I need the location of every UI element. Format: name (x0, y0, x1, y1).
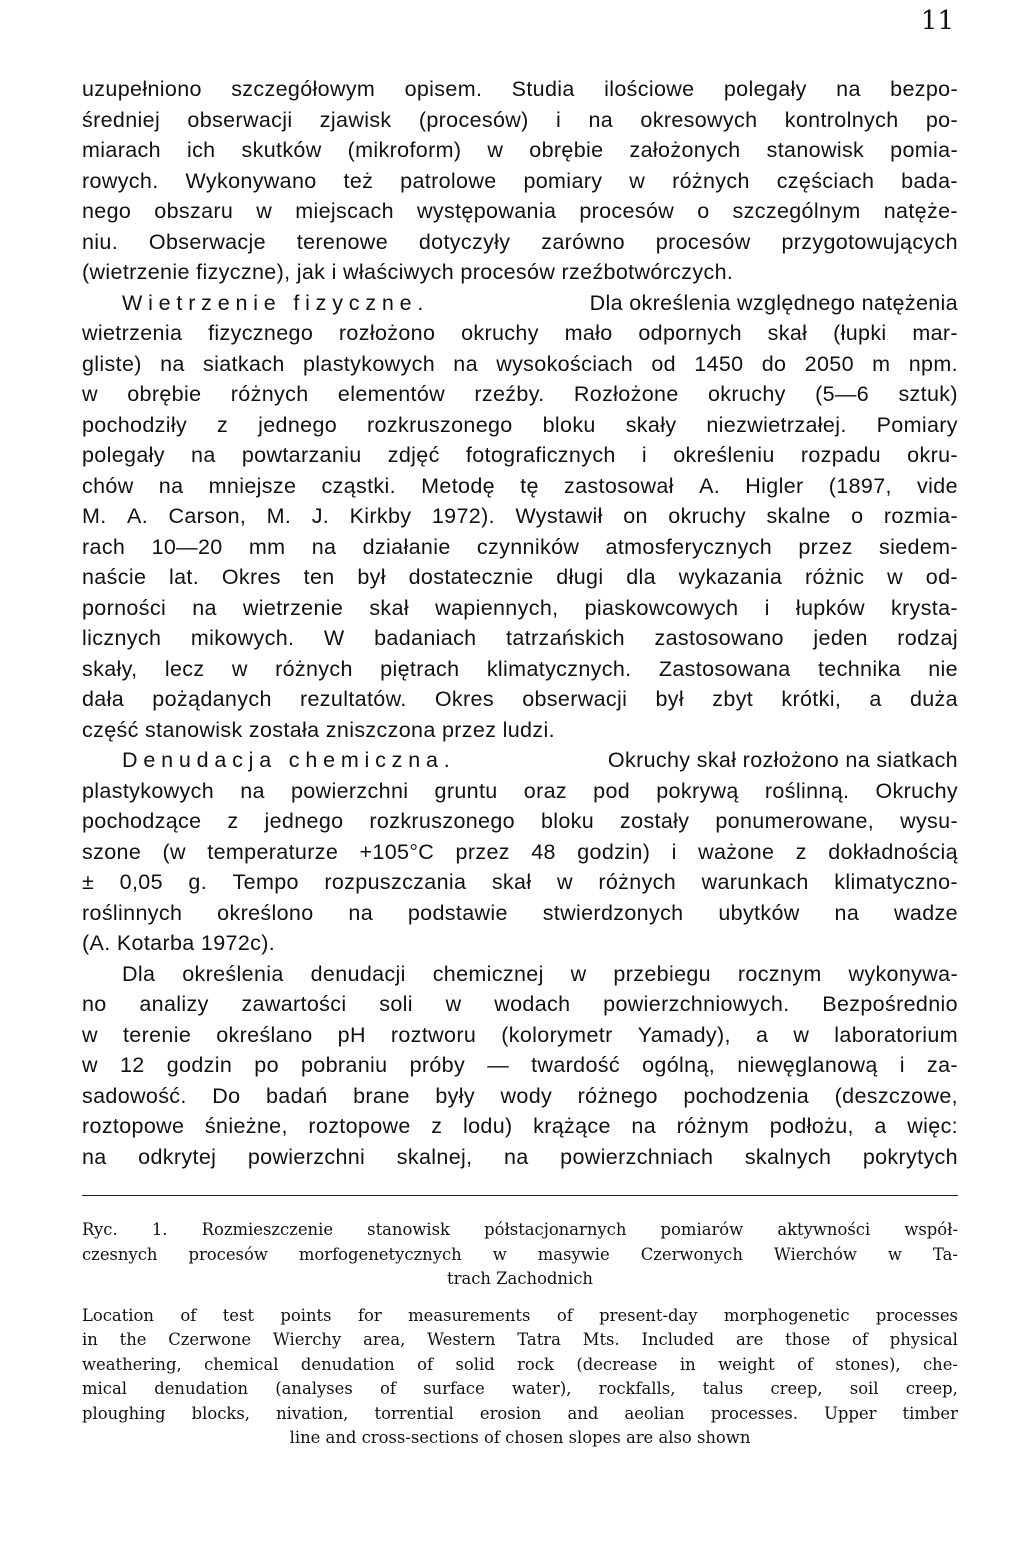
section-heading-rest: Okruchy skał rozłożono na siatkach (607, 748, 958, 772)
section-heading-chemical-denudation: Denudacja chemiczna. (122, 748, 456, 772)
body-line: rach 10—20 mm na działanie czynników atmosferycznych przez siedem- (82, 534, 958, 559)
body-line: roztopowe śnieżne, roztopowe z lodu) krążące na różnym podłożu, a więc: (82, 1114, 958, 1138)
body-line: polegały na powtarzaniu zdjęć fotograficznych i określeniu rozpadu okru- (82, 443, 958, 467)
body-line: uzupełniono szczegółowym opisem. Studia ilościowe polegały na bezpo- (82, 77, 958, 101)
body-line: sadowość. Do badań brane były wody różnego pochodzenia (deszczowe, (82, 1083, 958, 1108)
caption-english (82, 1304, 958, 1451)
body-line: Dla określenia denudacji chemicznej w przebiegu rocznym wykonywa- (122, 961, 958, 986)
body-line: rowych. Wykonywano też patrolowe pomiary w różnych częściach bada- (82, 168, 958, 193)
body-line: część stanowisk została zniszczona przez ludzi. (82, 717, 555, 742)
body-line: pochodziły z jednego rozkruszonego bloku skały niezwietrzałej. Pomiary (82, 412, 958, 437)
caption-divider (82, 1195, 958, 1196)
body-line: (wietrzenie fizyczne), jak i właściwych procesów rzeźbotwórczych. (82, 260, 734, 284)
section-heading-line (82, 288, 958, 319)
body-line: licznych mikowych. W badaniach tatrzańskich zastosowano jeden rodzaj (82, 626, 958, 650)
body-line: nego obszaru w miejscach występowania procesów o szczególnym natęże- (82, 199, 958, 223)
caption-polish (82, 1218, 958, 1292)
section-heading-line (82, 745, 958, 776)
body-line: niu. Obserwacje terenowe dotyczyły zarówno procesów przygotowujących (82, 229, 958, 254)
body-line: w obrębie różnych elementów rzeźby. Rozłożone okruchy (5—6 sztuk) (82, 382, 958, 406)
body-line: szone (w temperaturze +105°C przez 48 godzin) i ważone z dokładnością (82, 839, 958, 864)
caption-line: Ryc. 1. Rozmieszczenie stanowisk półstacjonarnych pomiarów aktywności współ- (82, 1220, 958, 1239)
body-line: no analizy zawartości soli w wodach powierzchniowych. Bezpośrednio (82, 992, 958, 1016)
caption-line: Location of test points for measurements of present-day morphogenetic processes (82, 1305, 958, 1325)
body-line: plastykowych na powierzchni gruntu oraz pod pokrywą roślinną. Okruchy (82, 778, 958, 803)
body-line: gliste) na siatkach plastykowych na wysokościach od 1450 do 2050 m npm. (82, 351, 958, 376)
section-heading-rest: Dla określenia względnego natężenia (589, 290, 958, 315)
body-line: naście lat. Okres ten był dostatecznie długi dla wykazania różnic w od- (82, 565, 958, 589)
caption-line: trach Zachodnich (447, 1269, 593, 1288)
page-number: 11 (920, 6, 954, 36)
body-line: wietrzenia fizycznego rozłożono okruchy mało odpornych skał (łupki mar- (82, 321, 958, 345)
caption-line: line and cross-sections of chosen slopes are also shown (289, 1428, 751, 1447)
body-line: średniej obserwacji zjawisk (procesów) i na okresowych kontrolnych po- (82, 107, 958, 132)
section-heading-physical-weathering: Wietrzenie fizyczne. (122, 290, 430, 315)
caption-line: ploughing blocks, nivation, torrential erosion and aeolian processes. Upper timber (82, 1403, 958, 1423)
body-line: na odkrytej powierzchni skalnej, na powierzchniach skalnych pokrytych (82, 1144, 958, 1169)
body-text (82, 74, 958, 1172)
body-line: pochodzące z jednego rozkruszonego bloku zostały ponumerowane, wysu- (82, 809, 958, 833)
body-line: porności na wietrzenie skał wapiennych, piaskowcowych i łupków krysta- (82, 595, 958, 620)
caption-line: mical denudation (analyses of surface water), rockfalls, talus creep, soil creep, (82, 1379, 958, 1398)
body-line: w terenie określano pH roztworu (kolorymetr Yamady), a w laboratorium (82, 1022, 958, 1047)
caption-line: weathering, chemical denudation of solid rock (decrease in weight of stones), che- (82, 1354, 958, 1374)
body-line: roślinnych określono na podstawie stwierdzonych ubytków na wadze (82, 900, 958, 925)
caption-line: czesnych procesów morfogenetycznych w masywie Czerwonych Wierchów w Ta- (82, 1244, 958, 1264)
figure-caption (82, 1218, 958, 1451)
body-line: M. A. Carson, M. J. Kirkby 1972). Wystawił on okruchy skalne o rozmia- (82, 504, 958, 528)
caption-line: in the Czerwone Wierchy area, Western Tatra Mts. Included are those of physical (82, 1330, 958, 1349)
body-line: dała pożądanych rezultatów. Okres obserwacji był zbyt krótki, a duża (82, 687, 958, 711)
body-line: chów na mniejsze cząstki. Metodę tę zastosował A. Higler (1897, vide (82, 473, 958, 498)
body-line: (A. Kotarba 1972c). (82, 931, 276, 955)
body-line: skały, lecz w różnych piętrach klimatycznych. Zastosowana technika nie (82, 656, 958, 681)
body-line: ± 0,05 g. Tempo rozpuszczania skał w różnych warunkach klimatyczno- (82, 870, 958, 894)
body-line: w 12 godzin po pobraniu próby — twardość ogólną, niewęglanową i za- (82, 1053, 958, 1077)
body-line: miarach ich skutków (mikroform) w obrębie założonych stanowisk pomia- (82, 138, 958, 162)
